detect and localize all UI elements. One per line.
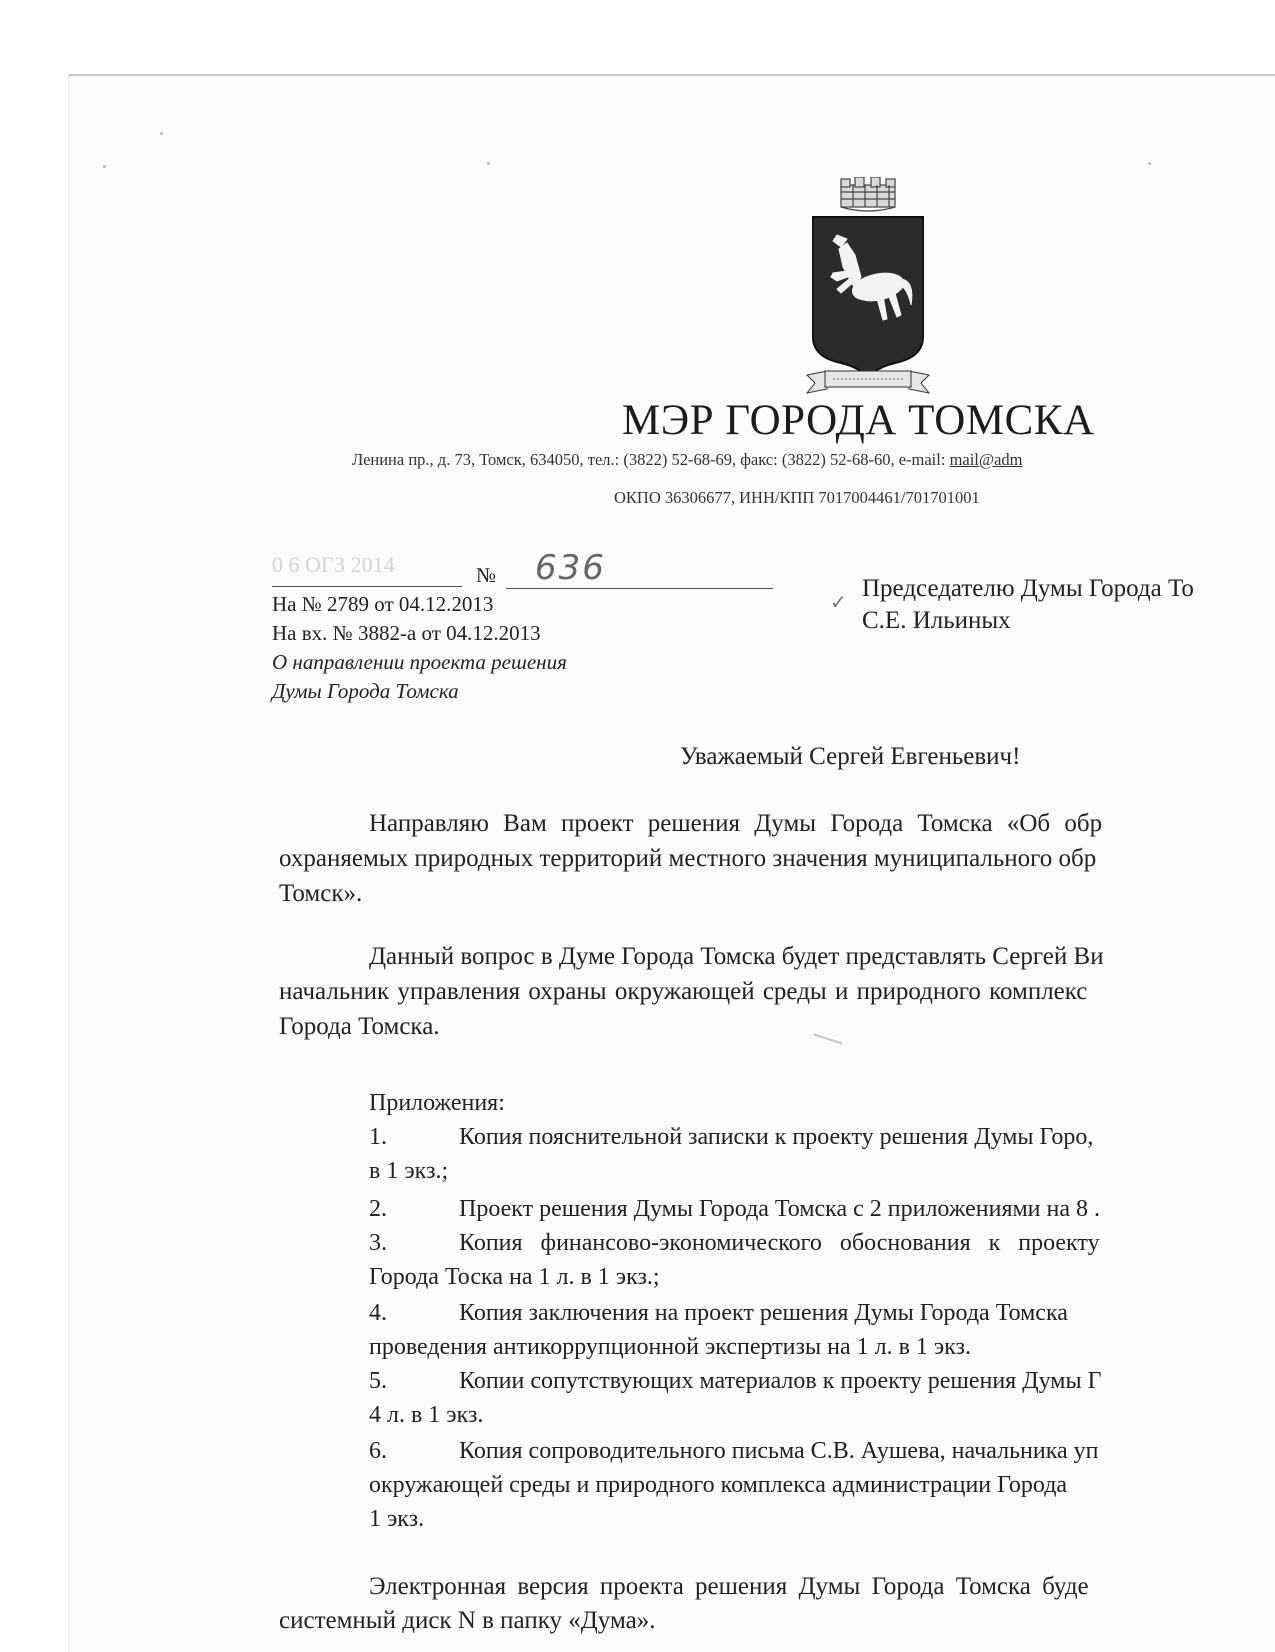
appendix-item-text: проведения антикоррупционной экспертизы на 1 л. в 1 экз. — [369, 1334, 972, 1360]
check-mark-icon: ✓ — [830, 590, 847, 614]
scan-speck — [1148, 162, 1151, 165]
subject-line: Думы Города Томска — [272, 679, 459, 703]
appendix-item-number: 3. — [369, 1230, 387, 1256]
letterhead-title: МЭР ГОРОДА ТОМСКА — [622, 397, 1095, 444]
letterhead-address — [352, 450, 1023, 470]
addressee-name: С.Е. Ильиных — [862, 607, 1011, 634]
appendix-item-number: 4. — [369, 1300, 387, 1326]
appendix-item-text: Города Тоска на 1 л. в 1 экз.; — [369, 1264, 660, 1290]
registration-number: 636 — [535, 548, 606, 588]
appendix-item-number: 2. — [369, 1196, 387, 1222]
subject-line: О направлении проекта решения — [272, 650, 567, 674]
appendix-item-text: Копия пояснительной записки к проекту решения Думы Горо, — [459, 1124, 1094, 1150]
scan-speck — [103, 165, 106, 168]
mural-crown-icon — [841, 177, 895, 211]
appendix-title: Приложения: — [369, 1090, 505, 1116]
appendix-item-text: окружающей среды и природного комплекса администрации Города — [369, 1472, 1068, 1498]
appendix-item-number: 6. — [369, 1438, 387, 1464]
appendix-item-text: 4 л. в 1 экз. — [369, 1402, 484, 1428]
number-underline — [506, 588, 773, 589]
email-link[interactable]: mail@adm — [949, 450, 1023, 469]
appendix-item-text: Проект решения Думы Города Томска с 2 приложениями на 8 . — [459, 1196, 1101, 1222]
addressee-position: Председателю Думы Города То — [862, 575, 1194, 602]
registration-date-stamp: 0 6 ОГЗ 2014 — [272, 552, 395, 577]
appendix-item-number: 1. — [369, 1124, 387, 1150]
date-underline — [272, 586, 462, 587]
appendix-item-text: Копия финансово-экономического обоснования к проекту — [459, 1230, 1100, 1256]
letterhead-okpo: ОКПО 36306677, ИНН/КПП 7017004461/701701001 — [614, 488, 980, 507]
greeting: Уважаемый Сергей Евгеньевич! — [680, 743, 1021, 770]
paragraph-line: охраняемых природных территорий местного значения муниципального обр — [279, 845, 1097, 872]
paragraph-line: Направляю Вам проект решения Думы Города Томска «Об обр — [369, 810, 1103, 837]
scan-speck — [487, 162, 490, 165]
paragraph-line: Города Томска. — [279, 1013, 440, 1040]
appendix-item-text: Копии сопутствующих материалов к проекту решения Думы Г — [459, 1368, 1102, 1394]
reference-line: На вх. № 3882-а от 04.12.2013 — [272, 621, 541, 645]
paragraph-line: начальник управления охраны окружающей среды и природного комплекс — [279, 978, 1088, 1005]
scan-speck — [160, 132, 163, 135]
appendix-item-text: в 1 экз.; — [369, 1158, 449, 1184]
tomsk-coat-of-arms-icon — [803, 177, 933, 397]
reference-line: На № 2789 от 04.12.2013 — [272, 592, 494, 616]
appendix-item-text: Копия сопроводительного письма С.В. Аушева, начальника уп — [459, 1438, 1099, 1464]
paragraph-line: Томск». — [279, 880, 363, 907]
ribbon-banner-icon — [807, 371, 929, 393]
number-sign: № — [476, 563, 497, 587]
appendix-item-number: 5. — [369, 1368, 387, 1394]
closing-line: системный диск N в папку «Дума». — [279, 1607, 656, 1634]
closing-line: Электронная версия проекта решения Думы Города Томска буде — [369, 1573, 1089, 1600]
paragraph-line: Данный вопрос в Думе Города Томска будет представлять Сергей Ви — [369, 943, 1104, 970]
appendix-item-text: Копия заключения на проект решения Думы Города Томска — [459, 1300, 1068, 1326]
appendix-item-text: 1 экз. — [369, 1506, 425, 1532]
address-text: Ленина пр., д. 73, Томск, 634050, тел.: (3822) 52-68-69, факс: (3822) 52-68-60, e-mail: — [352, 450, 950, 469]
